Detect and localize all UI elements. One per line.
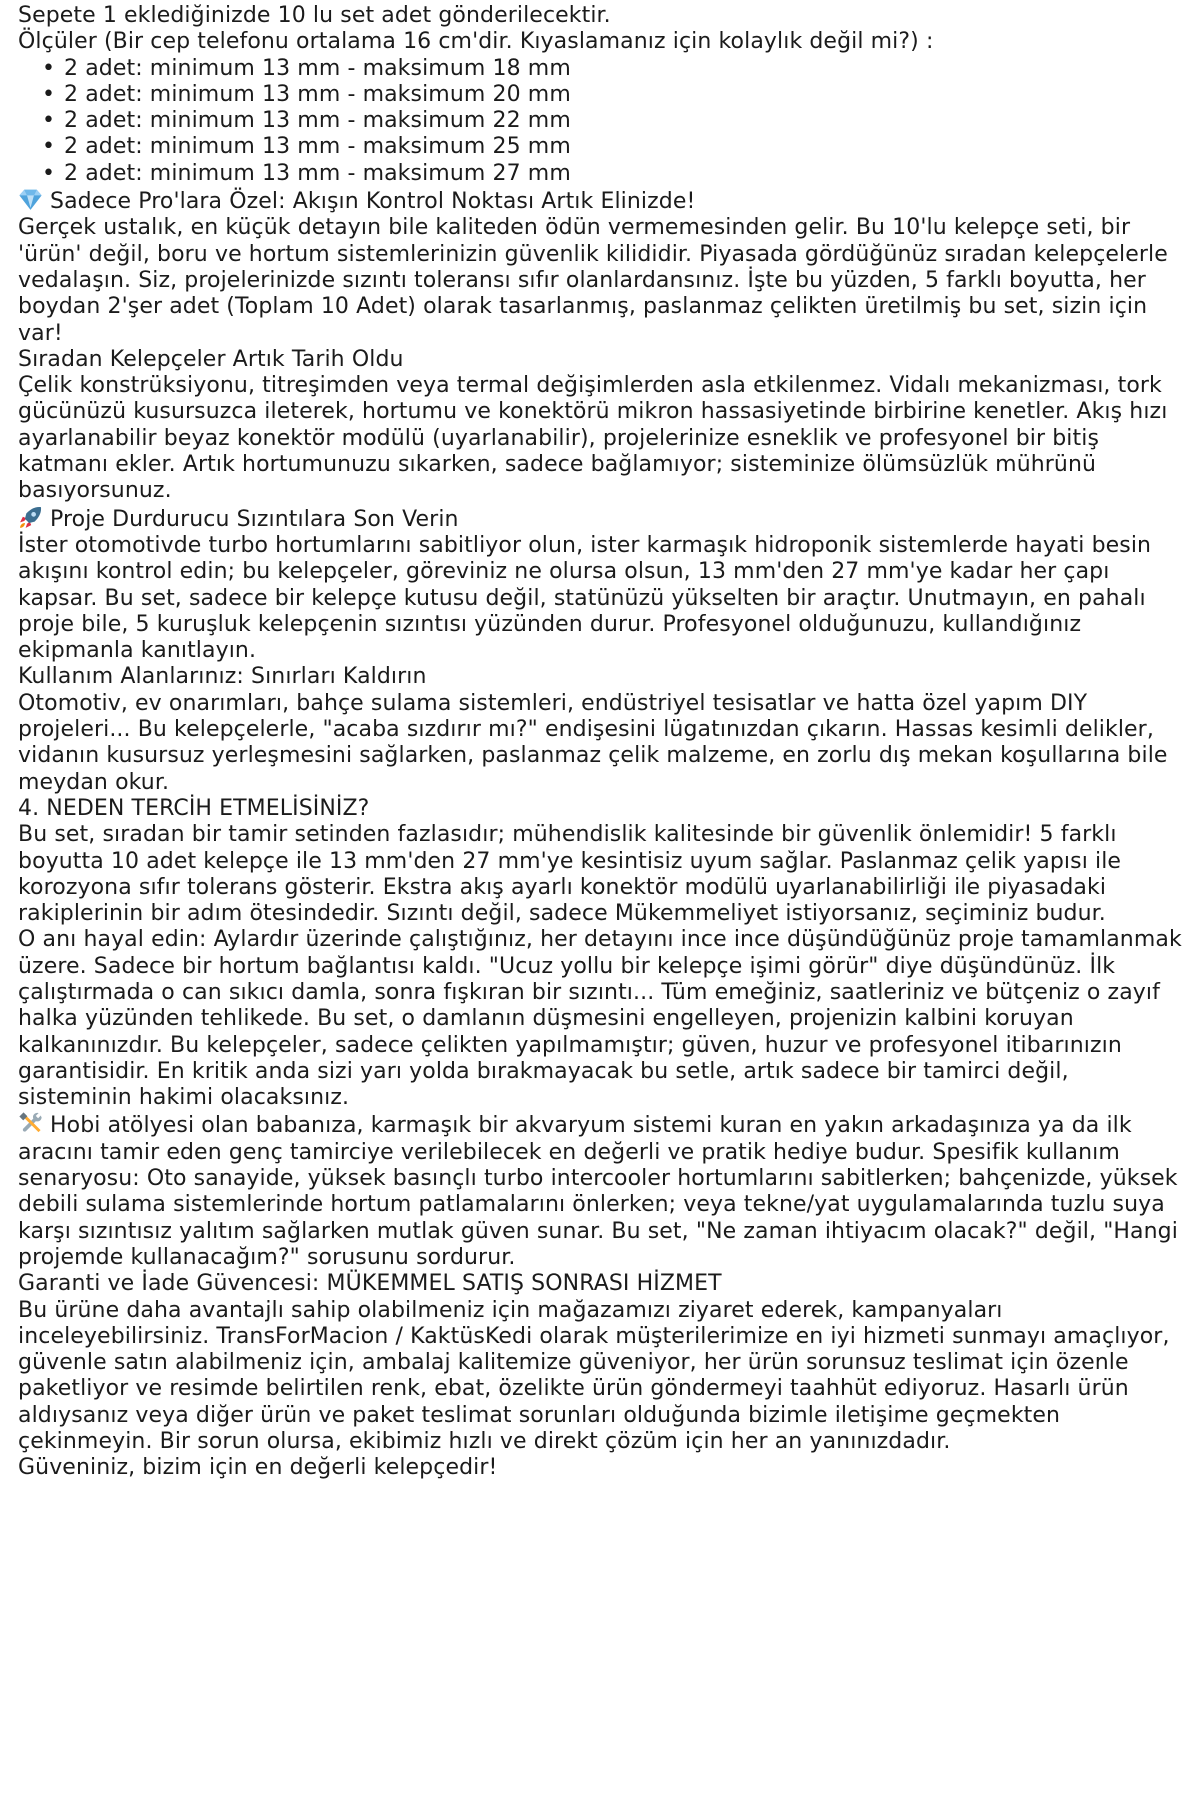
gift-paragraph-text: Hobi atölyesi olan babanıza, karmaşık bir akvaryum sistemi kuran en yakın arkadaşınıza ya da ilk aracını tamir eden genç tamirciye verilebilecek en değerli ve pratik hediye budur. Spesifik kullanım senaryosu: Oto sanayide, yüksek basınçlı turbo intercooler hortumlarını sabitlerken; bahçenizde, yüksek debili sulama sistemlerinde hortum patlamalarını önlerken; veya tekne/yat uygulamalarında tuzlu suya karşı sızıntısız yalıtım sağlarken mutlak güven sunar. Bu set, "Ne zaman ihtiyacım olacak?" değil, "Hangi projemde kullanacağım?" sorusunu sordurur. — [18, 1113, 1178, 1270]
gift-paragraph — [18, 1111, 1184, 1271]
pro-heading — [18, 187, 1184, 215]
rocket-icon — [18, 505, 43, 530]
hammer-wrench-icon — [18, 1111, 43, 1136]
pro-heading-text: Sadece Pro'lara Özel: Akışın Kontrol Noktası Artık Elinizde! — [50, 189, 696, 215]
size-list-item: • 2 adet: minimum 13 mm - maksimum 20 mm — [42, 82, 1184, 108]
measurements-intro: Ölçüler (Bir cep telefonu ortalama 16 cm'dir. Kıyaslamanız için kolaylık değil mi?) : — [18, 29, 934, 55]
leaks-heading-text: Proje Durdurucu Sızıntılara Son Verin — [50, 506, 459, 532]
why-paragraph: Bu set, sıradan bir tamir setinden fazlasıdır; mühendislik kalitesinde bir güvenlik önlemidir! 5 farklı boyutta 10 adet kelepçe ile 13 mm'den 27 mm'ye kesintisiz uyum sağlar. Paslanmaz çelik yapısı ile korozyona sıfır tolerans gösterir. Ekstra akış ayarlı konektör modülü uyarlanabilirliği ile piyasadaki rakiplerinin bir adım ötesindedir. Sızıntı değil, sadece Mükemmeliyet istiyorsanız, seçiminiz budur. — [18, 822, 1122, 927]
usage-paragraph: Otomotiv, ev onarımları, bahçe sulama sistemleri, endüstriyel tesisatlar ve hatta özel yapım DIY projeleri... Bu kelepçelerle, "acaba sızdırır mı?" endişesini lügatınızdan çıkarın. Hassas kesimli delikler, vidanın kusursuz yerleşmesini sağlarken, paslanmaz çelik malzeme, en zorlu dış mekan koşullarına bile meydan okur. — [18, 690, 1168, 795]
size-list — [18, 56, 1184, 187]
size-list-item: • 2 adet: minimum 13 mm - maksimum 22 mm — [42, 108, 1184, 134]
warranty-heading: Garanti ve İade Güvencesi: MÜKEMMEL SATIŞ SONRASI HİZMET — [18, 1271, 722, 1297]
size-list-item: • 2 adet: minimum 13 mm - maksimum 27 mm — [42, 161, 1184, 187]
usage-heading: Kullanım Alanlarınız: Sınırları Kaldırın — [18, 664, 427, 690]
warranty-paragraph: Bu ürüne daha avantajlı sahip olabilmeniz için mağazamızı ziyaret ederek, kampanyaları inceleyebilirsiniz. TransForMacion / KaktüsKedi olarak müşterilerimize en iyi hizmeti sunmayı amaçlıyor, güvenle satın alabilmeniz için, ambalaj kalitemize güveniyor, her ürün sorunsuz teslimat için özenle paketliyor ve resimde belirtilen renk, ebat, özelikte ürün göndermeyi taahhüt ediyoruz. Hasarlı ürün aldıysanız veya diğer ürün ve paket teslimat sorunları olduğunda bizimle iletişime geçmekten çekinmeyin. Bir sorun olursa, ekibimiz hızlı ve direkt çözüm için her an yanınızdadır. — [18, 1297, 1170, 1455]
why-heading: 4. NEDEN TERCİH ETMELİSİNİZ? — [18, 795, 370, 821]
pro-paragraph: Gerçek ustalık, en küçük detayın bile kaliteden ödün vermemesinden gelir. Bu 10'lu kelepçe seti, bir 'ürün' değil, boru ve hortum sistemlerinizin güvenlik kilididir. Piyasada gördüğünüz sıradan kelepçelerle vedalaşın. Siz, projelerinizde sızıntı toleransı sıfır olanlardansınız. İşte bu yüzden, 5 farklı boyutta, her boydan 2'şer adet (Toplam 10 Adet) olarak tasarlanmış, paslanmaz çelikten üretilmiş bu set, sizin için var! — [18, 215, 1168, 346]
size-list-item: • 2 adet: minimum 13 mm - maksimum 18 mm — [42, 56, 1184, 82]
size-list-item: • 2 adet: minimum 13 mm - maksimum 25 mm — [42, 134, 1184, 160]
history-paragraph: Çelik konstrüksiyonu, titreşimden veya termal değişimlerden asla etkilenmez. Vidalı mekanizması, tork gücünüzü kusursuzca ileterek, hortumu ve konektörü mikron hassasiyetinde birbirine kenetler. Akış hızı ayarlanabilir beyaz konektör modülü (uyarlanabilir), projelerinize esneklik ve profesyonel bir bitiş katmanı ekler. Artık hortumunuzu sıkarken, sadece bağlamıyor; sisteminize ölümsüzlük mührünü basıyorsunuz. — [18, 373, 1168, 504]
history-heading: Sıradan Kelepçeler Artık Tarih Oldu — [18, 346, 404, 372]
shipping-note: Sepete 1 eklediğinizde 10 lu set adet gönderilecektir. — [18, 3, 611, 28]
leaks-paragraph: İster otomotivde turbo hortumlarını sabitliyor olun, ister karmaşık hidroponik sistemlerde hayati besin akışını kontrol edin; bu kelepçeler, göreviniz ne olursa olsun, 13 mm'den 27 mm'ye kadar her çapı kapsar. Bu set, sadece bir kelepçe kutusu değil, statünüzü yükselten bir araçtır. Unutmayın, en pahalı proje bile, 5 kuruşluk kelepçenin sızıntısı yüzünden durur. Profesyonel olduğunuzu, kullandığınız ekipmanla kanıtlayın. — [18, 532, 1152, 664]
gem-icon — [18, 187, 43, 212]
imagine-paragraph: O anı hayal edin: Aylardır üzerinde çalıştığınız, her detayını ince ince düşündüğünüz proje tamamlanmak üzere. Sadece bir hortum bağlantısı kaldı. "Ucuz yollu bir kelepçe işimi görür" diye düşündünüz. İlk çalıştırmada o can sıkıcı damla, sonra fışkıran bir sızıntı... Tüm emeğiniz, saatleriniz ve bütçeniz o zayıf halka yüzünden tehlikede. Bu set, o damlanın düşmesini engelleyen, projenizin kalbini koruyan kalkanınızdır. Bu kelepçeler, sadece çelikten yapılmamıştır; güven, huzur ve profesyonel itibarınızın garantisidir. En kritik anda sizi yarı yolda bırakmayacak bu setle, artık sadece bir tamirci değil, sisteminin hakimi olacaksınız. — [18, 927, 1182, 1111]
leaks-heading — [18, 505, 1184, 533]
closing-line: Güveniniz, bizim için en değerli kelepçedir! — [18, 1455, 498, 1481]
